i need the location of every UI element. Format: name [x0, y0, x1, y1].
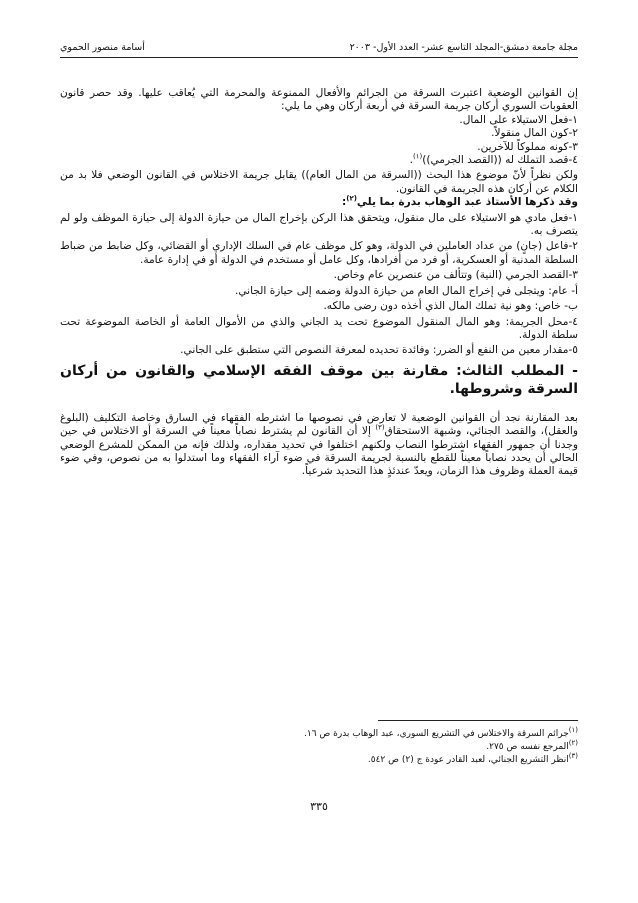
- footnote: [60, 741, 578, 754]
- footnote-rule: [378, 720, 578, 721]
- footnote-ref: (١): [412, 152, 423, 161]
- list-item: [60, 154, 578, 167]
- list-item: ١-فعل الاستيلاء على المال.: [459, 113, 578, 126]
- list-item: ١-فعل مادي هو الاستيلاء على مال منقول، ويتحقق هذا الركن بإخراج المال من حيازة الدولة إلى حيازة الموظف ولو لم يتصرف به.: [60, 211, 578, 238]
- footnote-ref: (٣): [375, 423, 385, 432]
- header-rule: [60, 57, 578, 58]
- body-text: [60, 87, 578, 479]
- intro-paragraph: إن القوانين الوضعية اعتبرت السرقة من الجرائم والأفعال الممنوعة والمحرمة التي يُعاقب عليها. وقد حصر قانون العقوبات السوري أركان جريمة السرقة في أربعة أركان وهي ما يلي:: [60, 87, 578, 113]
- list-item-text: ٤-قصد التملك له ((القصد الجرمي)): [422, 154, 578, 167]
- list-item: ٤-محل الجريمة: وهو المال المنقول الموضوع تحت يد الجاني والذي من الأموال العامة أو الخاصة الموضوعة تحت سلطة الدولة.: [60, 315, 578, 341]
- list-item-end: .: [409, 154, 413, 167]
- list-item: أ- عام: ويتجلى في إخراج المال العام من حيازة الدولة وضمه إلى حيازة الجاني.: [234, 284, 578, 297]
- lead-in-paragraph: [60, 196, 578, 209]
- footnote: [60, 754, 578, 767]
- lead-in-end: :: [341, 196, 347, 209]
- list-item: ٥-مقدار معين من النفع أو الضرر: وفائدة تحديده لمعرفة النصوص التي ستطبق على الجاني.: [180, 344, 578, 357]
- list-item: ٣-كونه مملوكاً للآخرين.: [477, 140, 578, 153]
- final-paragraph-part-2: إلا أن القانون لم يشترط نصاباً معيناً في السرقة أو الاختلاس في حين وجدنا أن جمهور الفقهاء اشترطوا النصاب ولكنهم اختلفوا في تحديد مقداره، ولذلك فإنه من الممكن للمشرع الوضعي الحالي أن يحدد نصاباً معيناً للقطع بالنسبة لجريمة السرقة في ضوء آراء الفقهاء وما استدلوا به من نصوص، وفي ضوء قيمة العملة وظروف هذا الزمان، ويعدّ عندئذٍ هذا التحديد شرعياً.: [60, 425, 578, 478]
- list-item: ٢-كون المال منقولاً.: [491, 127, 578, 140]
- section-title: - المطلب الثالث: مقارنة بين موقف الفقه الإسلامي والقانون من أركان السرقة وشروطها.: [60, 362, 578, 397]
- page-number: ٣٣٥: [310, 800, 328, 813]
- footnote-text: جرائم السرقة والاختلاس في التشريع السوري، عبد الوهاب بدرة ص ١٦.: [304, 729, 569, 739]
- list-item: ب- خاص: وهو نية تملك المال الذي أخذه دون رضى مالكه.: [323, 300, 578, 313]
- footnote-ref: (٢): [346, 194, 357, 203]
- list-item: ٣-القصد الجرمي (النية) وتتألف من عنصرين عام وخاص.: [333, 269, 578, 282]
- footnotes: [60, 728, 578, 767]
- lead-in-text: وقد ذكرها الأستاذ عبد الوهاب بدرة بما يلي: [356, 196, 578, 209]
- running-header: [60, 40, 578, 56]
- footnote-number: (٣): [568, 752, 578, 760]
- list-item: ٢-فاعل (جانٍ) من عداد العاملين في الدولة، وهو كل موظف عام في السلك الإداري أو القضائي، وكل ضابط من ضباط السلطة المدنية أو العسكرية، أو فرد من أفرادها، وكل عامل أو مستخدم في الدولة أو في إدارة عامة.: [60, 240, 578, 266]
- final-paragraph: [60, 412, 578, 479]
- footnote-number: (٢): [568, 739, 578, 747]
- footnote-number: (١): [568, 726, 578, 734]
- footnote-text: المرجع نفسه ص ٢٧٥.: [486, 742, 569, 752]
- final-paragraph-part-1: بعد المقارنة نجد أن القوانين الوضعية لا تعارض في نصوصها ما اشترطه الفقهاء في السارق وخاصة التكليف (البلوغ والعقل)، والقصد الجنائي، وشبهة الاستحقاق: [60, 411, 578, 438]
- footnote: [60, 728, 578, 741]
- author-name: أسامة منصور الحموي: [60, 42, 145, 53]
- journal-citation: مجلة جامعة دمشق-المجلد التاسع عشر- العدد الأول- ٢٠٠٣: [349, 42, 578, 53]
- footnote-text: انظر التشريع الجنائي، لعبد القادر عودة ج (٢) ص ٥٤٢.: [367, 755, 569, 765]
- paragraph: ولكن نظراً لأنّ موضوع هذا البحث ((السرقة من المال العام)) يقابل جريمة الاختلاس في القانون الوضعي فلا بد من الكلام عن أركان هذه الجريمة في القانون.: [60, 169, 578, 195]
